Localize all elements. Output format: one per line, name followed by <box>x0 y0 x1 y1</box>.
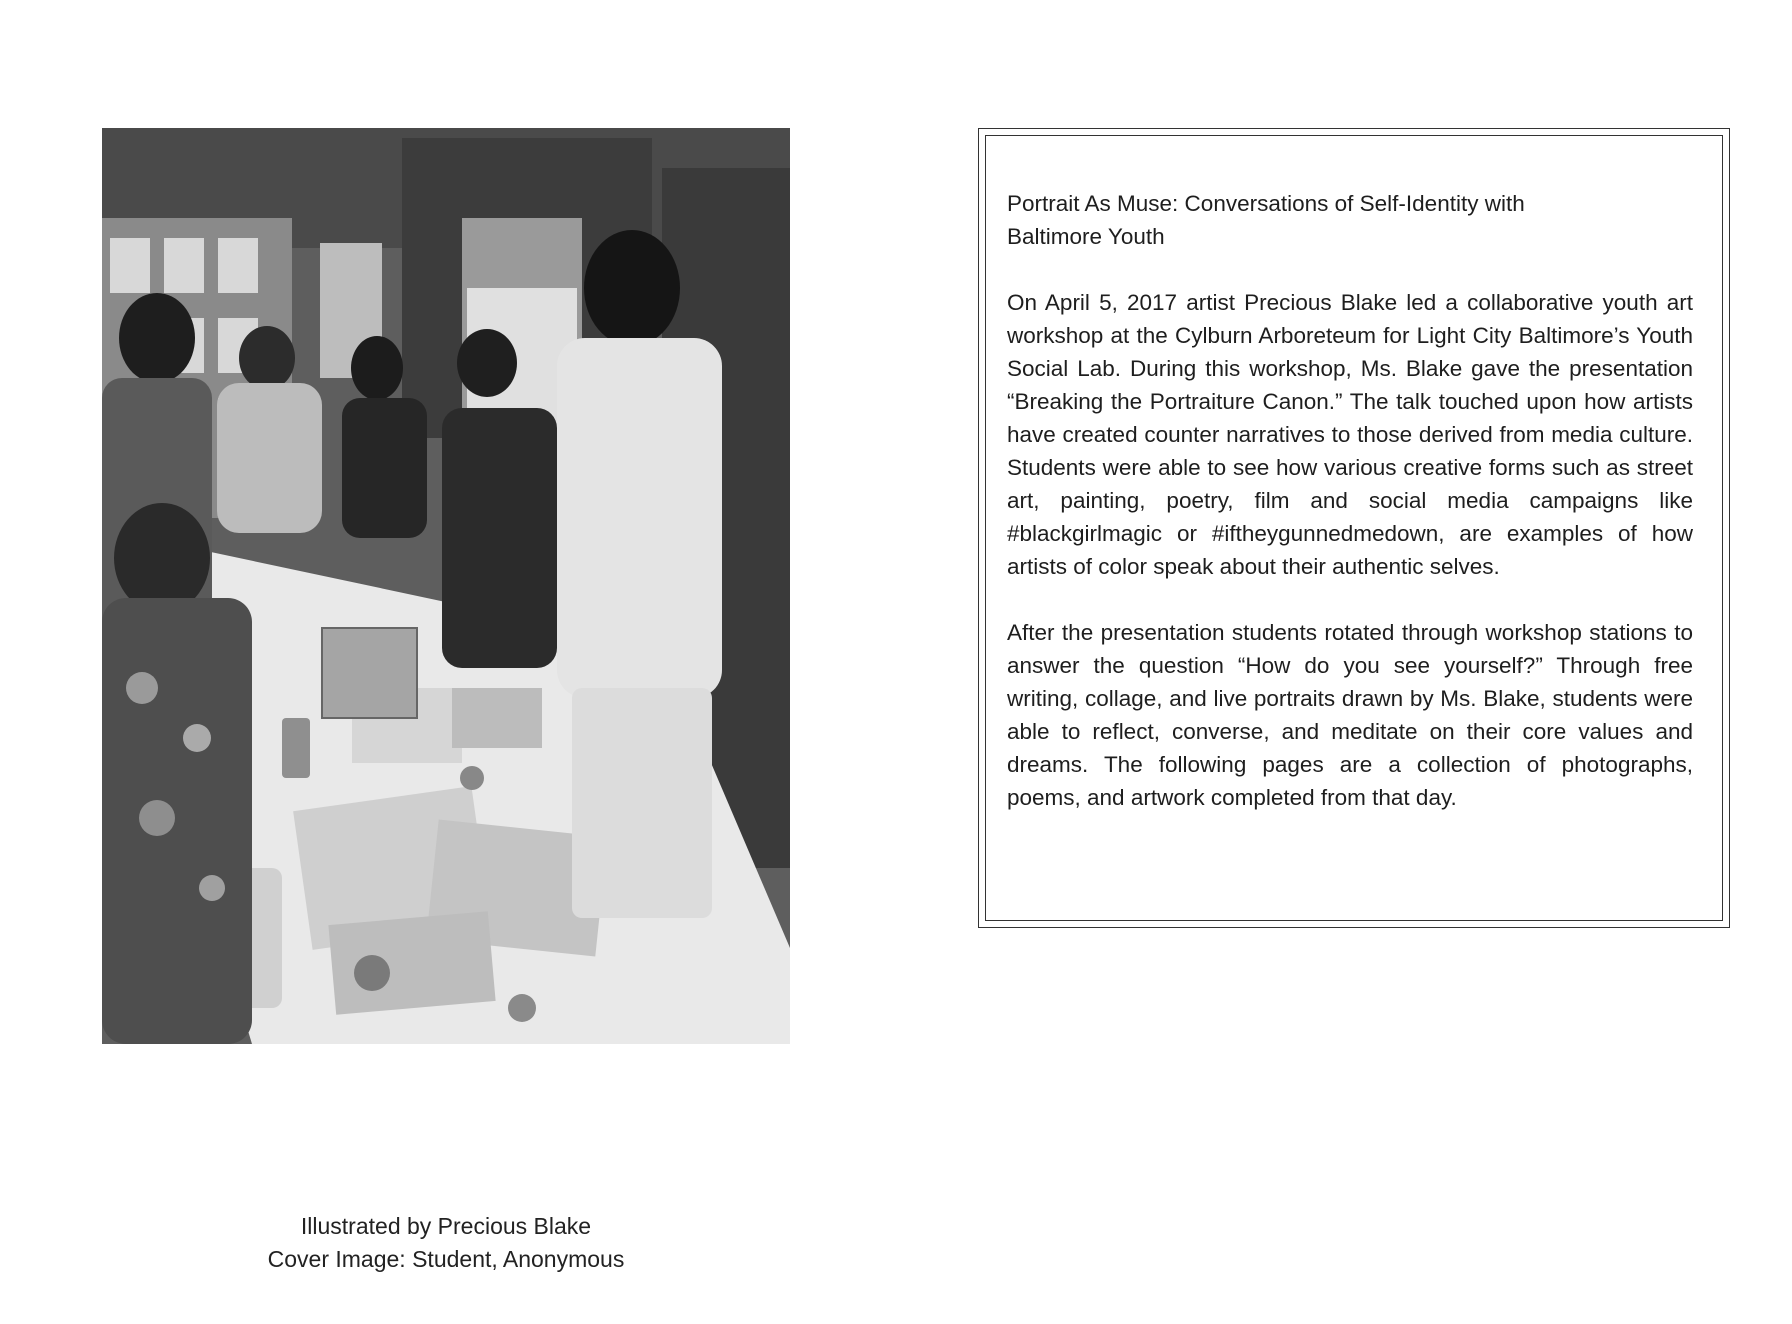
article-body <box>1007 187 1693 814</box>
text-frame <box>978 128 1730 928</box>
illustrator-credit: Illustrated by Precious Blake <box>300 1213 592 1239</box>
article-title <box>1007 187 1693 253</box>
article-paragraph-1: On April 5, 2017 artist Precious Blake led a collaborative youth art workshop at the Cylburn Arboreteum for Light City Baltimore’s Youth Social Lab. During this workshop, Ms. Blake gave the presentation “Breaking the Portraiture Canon.” The talk touched upon how artists have created counter narratives to those derived from media culture. Students were able to see how various creative forms such as street art, painting, poetry, film and social media campaigns like #blackgirlmagic or #iftheygunnedmedown, are examples of how artists of color speak about their authentic selves. <box>1007 290 1693 579</box>
credits <box>102 1210 790 1276</box>
article-title-line2: Baltimore Youth <box>1007 224 1165 249</box>
article-title-line1: Portrait As Muse: Conversations of Self-Identity with <box>1007 191 1525 216</box>
article-paragraph-2: After the presentation students rotated through workshop stations to answer the question “How do you see yourself?” Through free writing, collage, and live portraits drawn by Ms. Blake, students were able to reflect, converse, and meditate on their core values and dreams. The following pages are a collection of photographs, poems, and artwork completed from that day. <box>1007 620 1693 810</box>
workshop-photo <box>102 128 790 1044</box>
workshop-photo-icon <box>102 128 790 1044</box>
cover-image-credit: Cover Image: Student, Anonymous <box>267 1246 625 1272</box>
